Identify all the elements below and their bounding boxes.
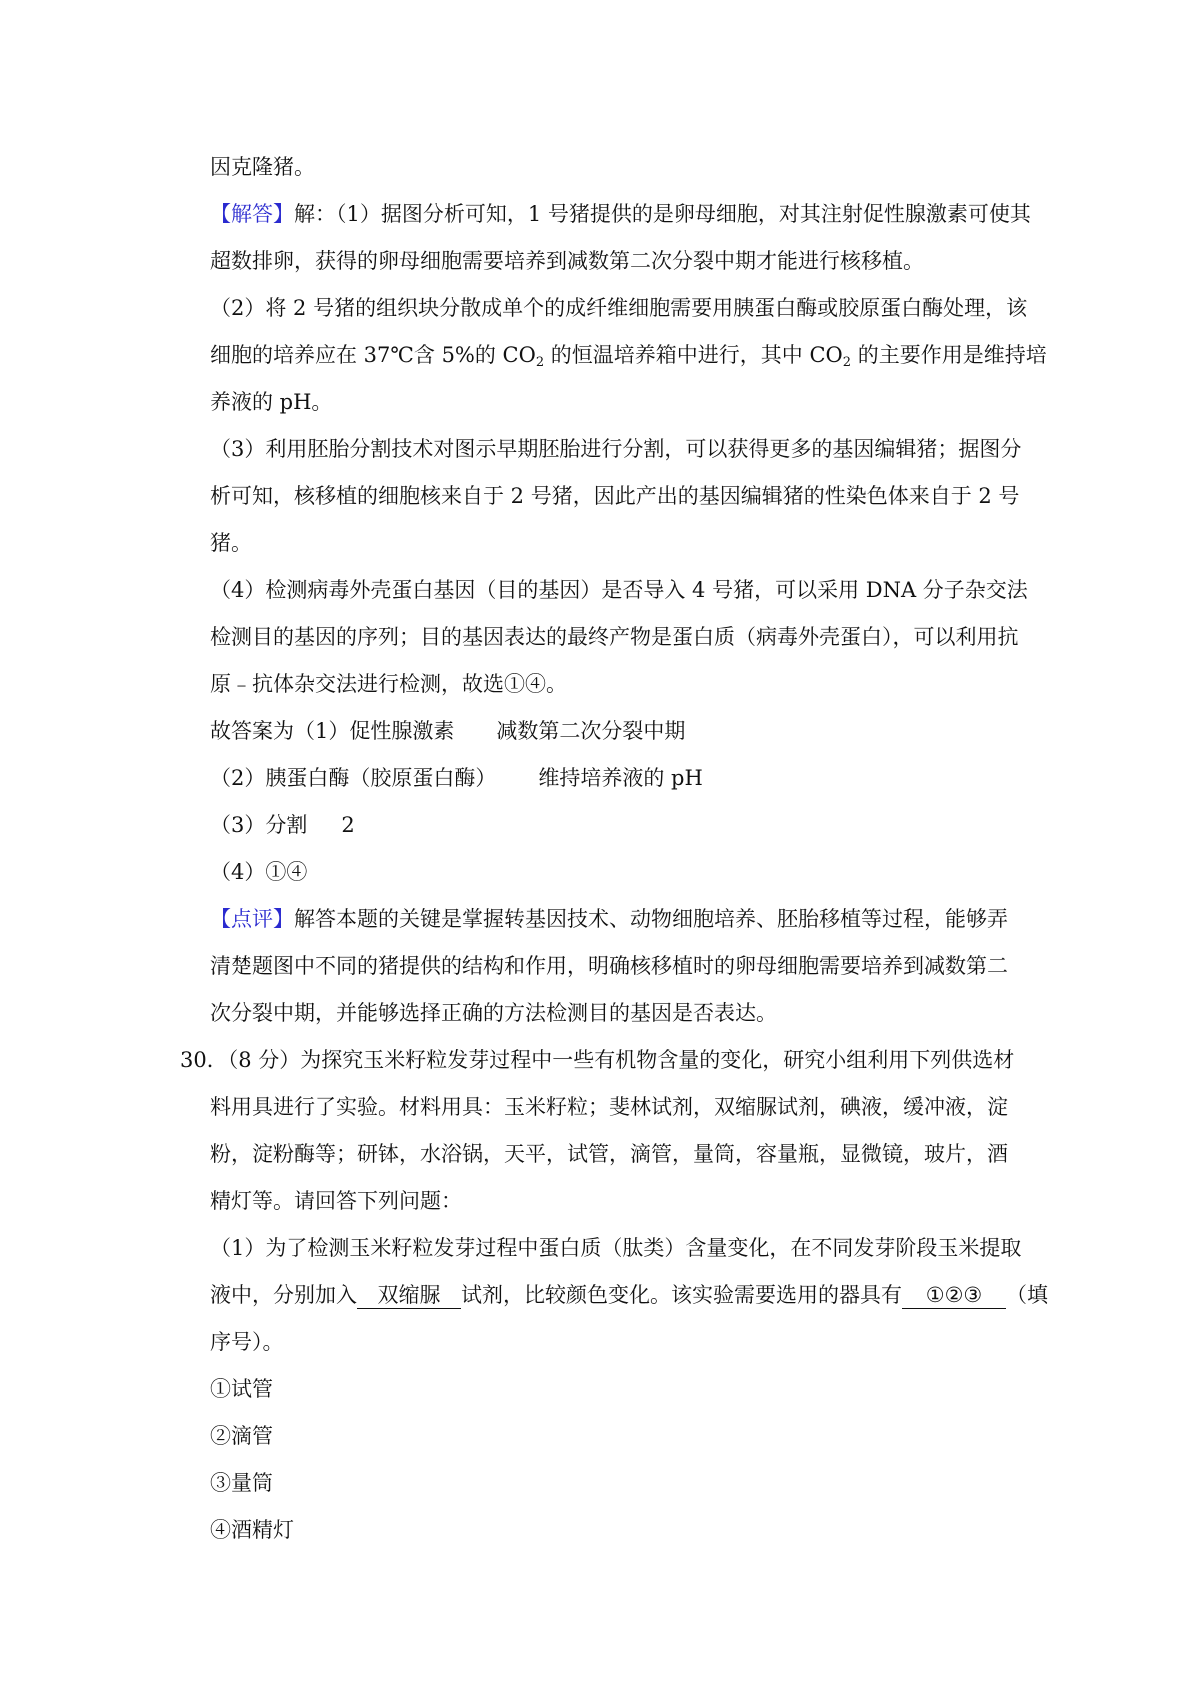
answer-summary-line	[210, 810, 1030, 840]
answer-summary-line	[210, 716, 1030, 746]
text-line	[210, 575, 1030, 605]
text-line	[210, 481, 1030, 511]
text-span: （2）胰蛋白酶（胶原蛋白酶）	[210, 766, 497, 790]
text-line	[210, 622, 1030, 652]
text-line	[210, 998, 1030, 1028]
answer-summary-line	[210, 857, 1030, 887]
text-span: 解：（1）据图分析可知，1 号猪提供的是卵母细胞，对其注射促性腺激素可使其	[294, 202, 1031, 226]
text-span: （1）为了检测玉米籽粒发芽过程中蛋白质（肽类）含量变化，在不同发芽阶段玉米提取	[210, 1236, 1022, 1260]
text-line	[210, 340, 1047, 370]
text-span: （3）分割	[210, 813, 308, 837]
text-span: 维持培养液的 pH	[538, 766, 703, 790]
text-span: （3）利用胚胎分割技术对图示早期胚胎进行分割，可以获得更多的基因编辑猪；据图分	[210, 437, 1022, 461]
text-span: 原﹣抗体杂交法进行检测，故选①④。	[210, 672, 567, 696]
text-line	[210, 1139, 1030, 1169]
answer-summary-line	[210, 763, 1030, 793]
option-item	[210, 1421, 1030, 1451]
text-span: 试剂，比较颜色变化。该实验需要选用的器具有	[461, 1283, 902, 1307]
text-span: ①试管	[210, 1377, 273, 1401]
text-line	[210, 434, 1030, 464]
text-span: ③量筒	[210, 1471, 273, 1495]
text-line	[210, 246, 1030, 276]
text-line	[210, 1186, 1030, 1216]
text-span: 精灯等。请回答下列问题：	[210, 1189, 462, 1213]
text-span: 养液的 pH。	[210, 390, 333, 414]
text-span: 解答本题的关键是掌握转基因技术、动物细胞培养、胚胎移植等过程，能够弄	[294, 907, 1008, 931]
option-item	[210, 1468, 1030, 1498]
text-span: 次分裂中期，并能够选择正确的方法检测目的基因是否表达。	[210, 1001, 777, 1025]
option-item	[210, 1374, 1030, 1404]
text-span: 的恒温培养箱中进行，其中 CO	[544, 343, 843, 367]
text-span: 2	[341, 813, 355, 837]
answer-line	[210, 199, 1030, 229]
text-span: 细胞的培养应在 37℃含 5%的 CO	[210, 343, 536, 367]
comment-tag: 【点评】	[210, 907, 294, 931]
text-span: 料用具进行了实验。材料用具：玉米籽粒；斐林试剂，双缩脲试剂，碘液，缓冲液，淀	[210, 1095, 1008, 1119]
text-line	[210, 1092, 1030, 1122]
text-span: （2）将 2 号猪的组织块分散成单个的成纤维细胞需要用胰蛋白酶或胶原蛋白酶处理，该	[210, 296, 1028, 320]
text-span: （填	[1006, 1283, 1048, 1307]
text-span: ②滴管	[210, 1424, 273, 1448]
option-item	[210, 1515, 1030, 1545]
question-heading	[180, 1045, 1015, 1075]
text-line	[210, 669, 1030, 699]
text-span: （4）检测病毒外壳蛋白基因（目的基因）是否导入 4 号猪，可以采用 DNA 分子杂交法	[210, 578, 1028, 602]
text-line	[210, 1327, 1030, 1357]
text-span: 减数第二次分裂中期	[496, 719, 686, 743]
text-line	[210, 528, 1030, 558]
text-span: 序号）。	[210, 1330, 284, 1354]
answer-blank: 双缩脲	[357, 1282, 461, 1309]
text-span: ④酒精灯	[210, 1518, 294, 1542]
text-span: 因克隆猪。	[210, 155, 315, 179]
text-span: 的主要作用是维持培	[851, 343, 1047, 367]
answer-tag: 【解答】	[210, 202, 294, 226]
subscript: 2	[535, 355, 545, 370]
text-span: 30．（8 分）为探究玉米籽粒发芽过程中一些有机物含量的变化，研究小组利用下列供选材	[180, 1048, 1015, 1072]
text-line	[210, 293, 1030, 323]
text-span: （4）①④	[210, 860, 308, 884]
answer-blank: ①②③	[902, 1282, 1006, 1309]
text-span: 析可知，核移植的细胞核来自于 2 号猪，因此产出的基因编辑猪的性染色体来自于 2 号	[210, 484, 1020, 508]
text-span: 粉，淀粉酶等；研钵，水浴锅，天平，试管，滴管，量筒，容量瓶，显微镜，玻片，酒	[210, 1142, 1008, 1166]
comment-line	[210, 904, 1030, 934]
text-span: 超数排卵，获得的卵母细胞需要培养到减数第二次分裂中期才能进行核移植。	[210, 249, 924, 273]
text-span: 故答案为（1）促性腺激素	[210, 719, 455, 743]
subscript: 2	[842, 355, 852, 370]
text-line	[210, 387, 1030, 417]
text-span: 清楚题图中不同的猪提供的结构和作用，明确核移植时的卵母细胞需要培养到减数第二	[210, 954, 1008, 978]
text-line	[210, 1233, 1030, 1263]
text-line	[210, 951, 1030, 981]
fill-blank-line	[210, 1280, 1048, 1310]
text-span: 猪。	[210, 531, 252, 555]
text-span: 液中，分别加入	[210, 1283, 357, 1307]
text-line	[210, 152, 1030, 182]
text-span: 检测目的基因的序列；目的基因表达的最终产物是蛋白质（病毒外壳蛋白），可以利用抗	[210, 625, 1019, 649]
